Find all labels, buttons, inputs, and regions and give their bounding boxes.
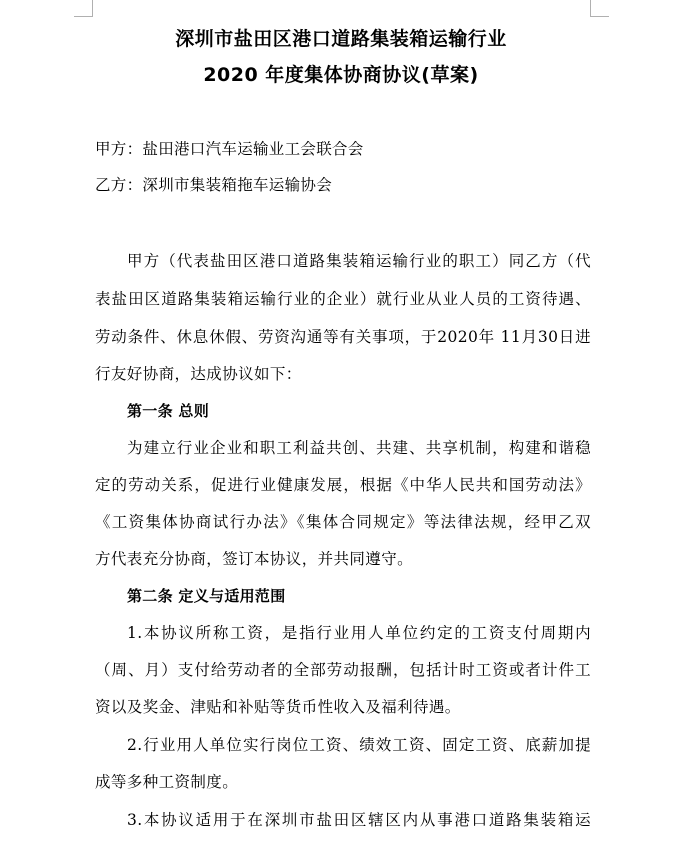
- article-1-line: 定的劳动关系，促进行业健康发展，根据《中华人民共和国劳动法》: [95, 476, 591, 494]
- preamble-line: 行友好协商，达成协议如下：: [95, 365, 302, 383]
- article-2-item-1-line: （周、月）支付给劳动者的全部劳动报酬，包括计时工资或者计件工: [95, 661, 591, 679]
- crop-mark-top-left: [92, 0, 93, 17]
- document-title-line-2: 2020 年度集体协商协议(草案): [203, 64, 479, 86]
- crop-mark-top-right: [590, 0, 591, 17]
- article-1-heading: 第一条 总则: [127, 402, 210, 420]
- article-2-item-3-line: 3.本协议适用于在深圳市盐田区辖区内从事港口道路集装箱运: [127, 811, 591, 829]
- article-2-item-2-line: 2.行业用人单位实行岗位工资、绩效工资、固定工资、底薪加提: [127, 736, 591, 754]
- article-1-line: 为建立行业企业和职工利益共创、共建、共享机制，构建和谐稳: [127, 439, 591, 457]
- article-2-item-1-line: 资以及奖金、津贴和补贴等货币性收入及福利待遇。: [95, 698, 461, 716]
- preamble-line: 劳动条件、休息休假、劳资沟通等有关事项，于2020年 11月30日进: [95, 328, 591, 346]
- document-title-line-1: 深圳市盐田区港口道路集装箱运输行业: [175, 28, 507, 50]
- article-1-line: 方代表充分协商，签订本协议，并共同遵守。: [95, 550, 414, 568]
- crop-mark-top-left: [74, 16, 93, 17]
- article-1-line: 《工资集体协商试行办法》《集体合同规定》等法律法规，经甲乙双: [95, 513, 591, 531]
- party-b: 乙方：深圳市集装箱拖车运输协会: [95, 176, 333, 194]
- crop-mark-top-right: [590, 16, 609, 17]
- article-2-item-2-line: 成等多种工资制度。: [95, 773, 239, 791]
- party-a: 甲方：盐田港口汽车运输业工会联合会: [95, 140, 364, 158]
- preamble-line: 表盐田区道路集装箱运输行业的企业）就行业从业人员的工资待遇、: [95, 290, 591, 308]
- article-2-heading: 第二条 定义与适用范围: [127, 587, 286, 605]
- preamble-line: 甲方（代表盐田区港口道路集装箱运输行业的职工）同乙方（代: [127, 252, 591, 270]
- article-2-item-1-line: 1.本协议所称工资，是指行业用人单位约定的工资支付周期内: [127, 624, 591, 642]
